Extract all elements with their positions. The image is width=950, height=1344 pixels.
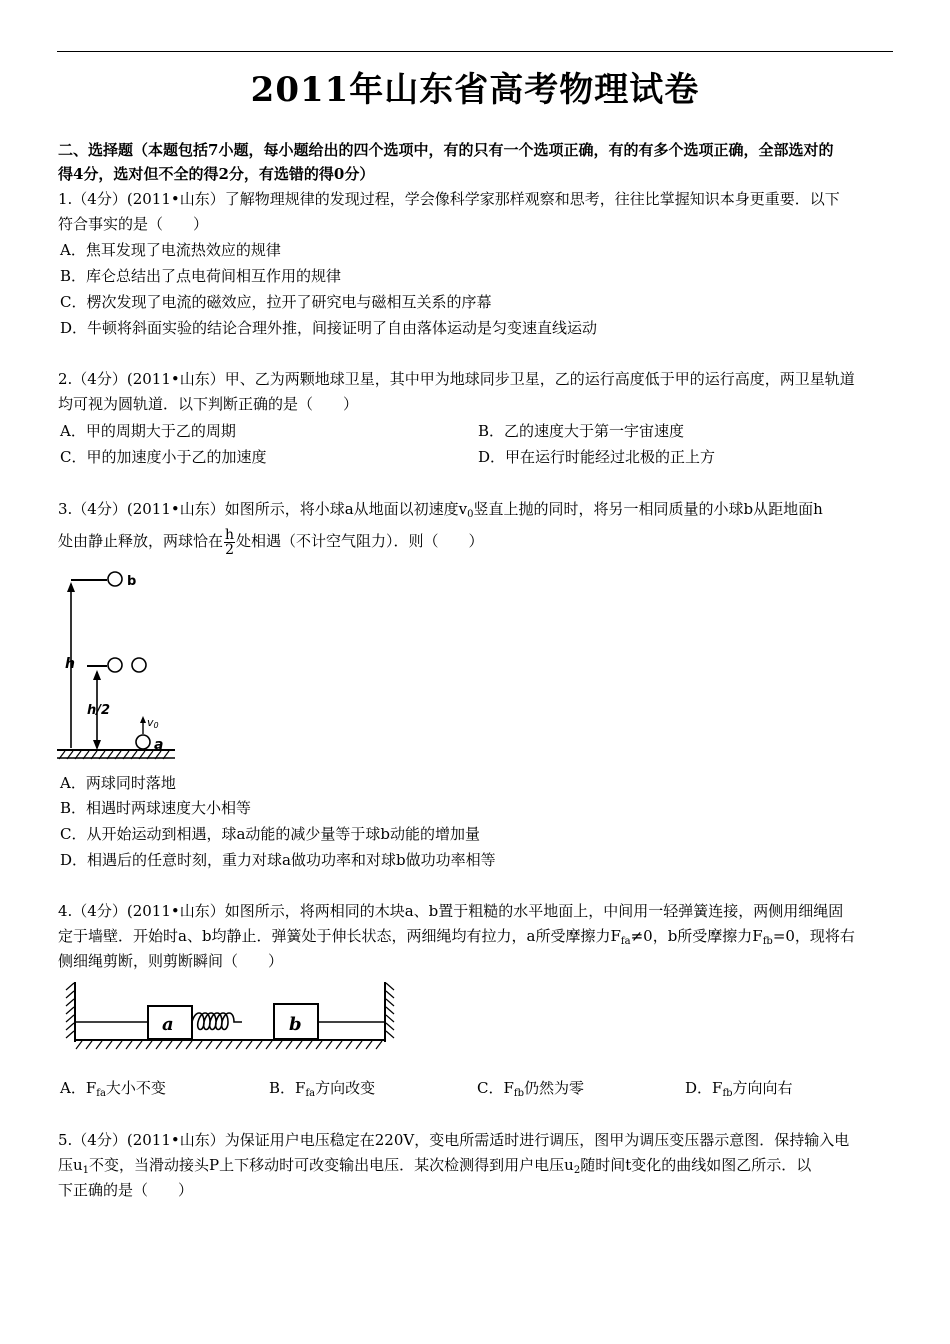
q3-option-d[interactable]: D．相遇后的任意时刻，重力对球a做功功率和对球b做功功率相等 [60,851,496,869]
q2-option-d[interactable]: D．甲在运行时能经过北极的正上方 [478,448,716,466]
top-rule [57,51,893,52]
section-header-line2: 得4分，选对但不全的得2分，有选错的得0分） [58,165,375,183]
block-a-label: a [162,1014,174,1035]
q3-option-c[interactable]: C．从开始运动到相遇，球a动能的减少量等于球b动能的增加量 [60,825,481,843]
label-b: b [127,574,137,589]
q4-option-b[interactable]: B．$F_{fa}$方向改变 [269,1079,376,1099]
q1-option-d[interactable]: D．牛顿将斜面实验的结论合理外推，间接证明了自由落体运动是匀变速直线运动 [60,319,598,337]
q3-figure [57,568,177,764]
q1-stem-line1: 1.（4分）(2011•山东）了解物理规律的发现过程，学会像科学家那样观察和思考，往往比掌握知识本身更重要．以下 [58,190,840,208]
q5-stem-line3: 下正确的是（ ） [58,1181,194,1199]
q1-option-c[interactable]: C．楞次发现了电流的磁效应，拉开了研究电与磁相互关系的序幕 [60,293,492,311]
q3-option-b[interactable]: B．相遇时两球速度大小相等 [60,799,252,817]
q3-stem-line2: 处由静止释放，两球恰在 $\frac{h}{2}$ 处相遇（不计空气阻力）．则（ ） [58,526,484,558]
q2-option-c[interactable]: C．甲的加速度小于乙的加速度 [60,448,267,466]
block-b-label: b [289,1014,302,1035]
q3-option-a[interactable]: A．两球同时落地 [60,774,176,792]
q4-stem-line3: 侧细绳剪断，则剪断瞬间（ ） [58,952,284,970]
q4-figure [60,978,400,1054]
q4-stem-line2: 定于墙壁．开始时a、b均静止．弹簧处于伸长状态，两细绳均有拉力，a所受摩擦力$F_{fa}\ne 0$，b所受摩擦力$F_{fb}=0$，现将右 [58,927,855,947]
q4-stem-line1: 4.（4分）(2011•山东）如图所示，将两相同的木块a、b置于粗糙的水平地面上，中间用一轻弹簧连接，两侧用细绳固 [58,902,844,920]
q4-option-a[interactable]: A．$F_{fa}$大小不变 [60,1079,166,1099]
q1-option-a[interactable]: A．焦耳发现了电流热效应的规律 [60,241,281,259]
q5-stem-line1: 5.（4分）(2011•山东）为保证用户电压稳定在220V，变电所需适时进行调压，图甲为调压变压器示意图．保持输入电 [58,1131,850,1149]
q2-option-a[interactable]: A．甲的周期大于乙的周期 [60,422,236,440]
section-header-line1: 二、选择题（本题包括7小题，每小题给出的四个选项中，有的只有一个选项正确，有的有多个选项正确，全部选对的 [58,141,834,159]
q5-stem-line2: 压$u_1$不变，当滑动接头P上下移动时可改变输出电压．某次检测得到用户电压$u_2$随时间t变化的曲线如图乙所示．以 [58,1156,812,1176]
q2-option-b[interactable]: B．乙的速度大于第一宇宙速度 [478,422,685,440]
label-v0: v0 [147,716,159,730]
q4-option-c[interactable]: C．$F_{fb}$仍然为零 [477,1079,585,1099]
page-title: 2011年山东省高考物理试卷 [250,70,700,110]
q1-stem-line2: 符合事实的是（ ） [58,215,209,233]
q2-stem-line1: 2.（4分）(2011•山东）甲、乙为两颗地球卫星，其中甲为地球同步卫星，乙的运行高度低于甲的运行高度，两卫星轨道 [58,370,855,388]
q3-stem-line1: 3.（4分）(2011•山东）如图所示，将小球a从地面以初速度$v_0$竖直上抛的同时，将另一相同质量的小球b从距地面h [58,500,823,520]
q2-stem-line2: 均可视为圆轨道．以下判断正确的是（ ） [58,395,359,413]
q1-option-b[interactable]: B．库仑总结出了点电荷间相互作用的规律 [60,267,342,285]
label-h: h [65,656,75,672]
label-h2: h/2 [87,703,111,718]
fraction-h-over-2: $\frac{h}{2}$ [225,526,235,558]
q4-option-d[interactable]: D．$F_{fb}$方向向右 [685,1079,793,1099]
label-a: a [154,737,164,753]
